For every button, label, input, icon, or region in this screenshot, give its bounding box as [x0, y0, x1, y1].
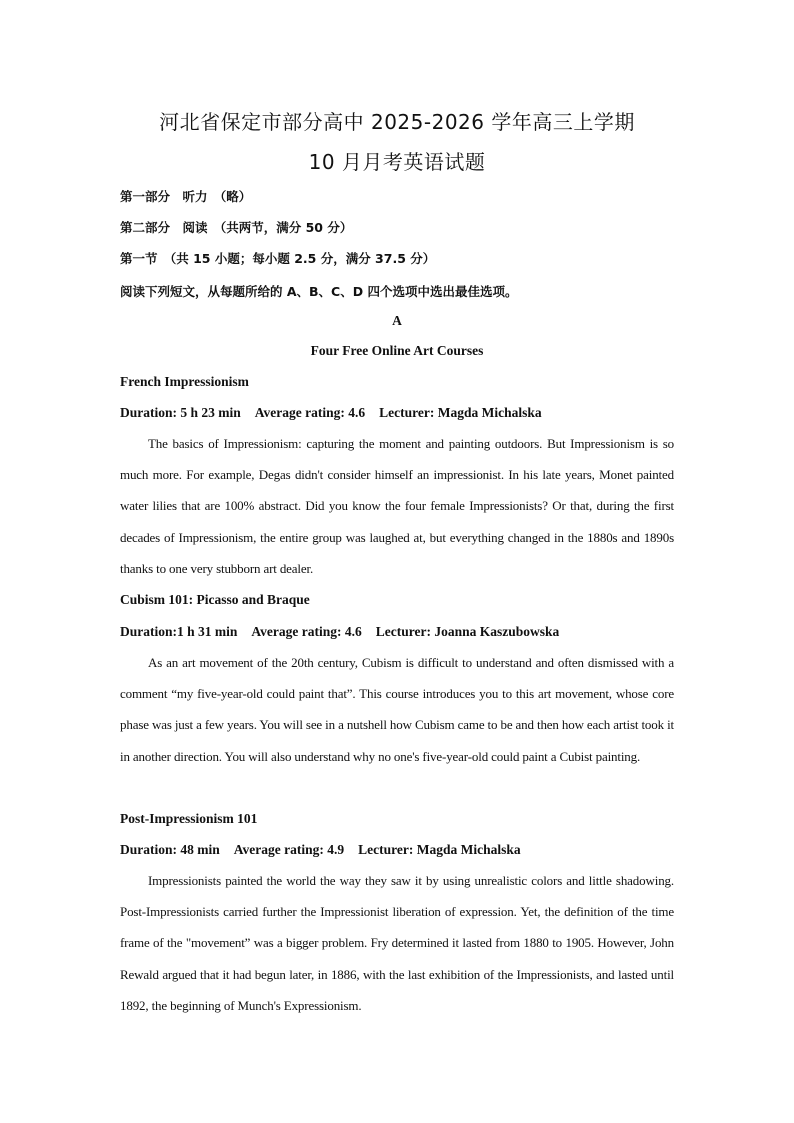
course-rating: Average rating: 4.6 [254, 405, 366, 420]
course-rating: Average rating: 4.6 [251, 624, 362, 639]
course-lecturer: Lecturer: Joanna Kaszubowska [375, 624, 560, 639]
course-lecturer: Lecturer: Magda Michalska [379, 405, 542, 420]
course-meta [120, 405, 556, 421]
course-duration: Duration:1 h 31 min [120, 624, 238, 639]
course-description: Impressionists painted the world the way they saw it by using unrealistic colors and little shadowing. Post-Impressionists carried further the Impressionist liberation of expression. Yet, the definition of the time frame of the "movement” was a bigger problem. Fry determined it lasted from 1880 to 1905. However, John Rewald argued that it had begun later, in 1886, with the last exhibition of the Impressionists, and lasted until 1892, the beginning of Munch's Expressionism. [120, 873, 674, 1013]
section1-heading: 第一节 （共 15 小题；每小题 2.5 分，满分 37.5 分） [120, 251, 436, 266]
course-description: The basics of Impressionism: capturing the moment and painting outdoors. But Impressionism is so much more. For example, Degas didn't consider himself an impressionist. In his late years, Monet painted water lilies that are 100% abstract. Did you know the four female Impressionists? Or that, during the first decades of Impressionism, the entire group was laughed at, but everything changed in the 1880s and 1890s thanks to one very stubborn art dealer. [120, 436, 674, 576]
part1-heading: 第一部分 听力 （略） [120, 189, 252, 204]
document-title: 河北省保定市部分高中 2025-2026 学年高三上学期 [159, 110, 635, 134]
course-duration: Duration: 48 min [120, 842, 220, 857]
course-name: Post-Impressionism 101 [120, 811, 258, 826]
passage-title: Four Free Online Art Courses [310, 343, 484, 358]
part2-heading: 第二部分 阅读 （共两节，满分 50 分） [120, 220, 353, 235]
document-subtitle: 10 月月考英语试题 [308, 150, 486, 174]
course-meta [120, 842, 535, 858]
course-duration: Duration: 5 h 23 min [120, 405, 241, 420]
course-rating: Average rating: 4.9 [233, 842, 345, 857]
course-meta [120, 624, 573, 640]
course-description: As an art movement of the 20th century, Cubism is difficult to understand and often dismissed with a comment “my five-year-old could paint that”. This course introduces you to this art movement, whose core phase was just a few years. You will see in a nutshell how Cubism came to be and then how each artist took it in another direction. You will also understand why no one's five-year-old could paint a Cubist painting. [120, 655, 674, 764]
instruction-text: 阅读下列短文，从每题所给的 A、B、C、D 四个选项中选出最佳选项。 [120, 284, 518, 299]
course-name: Cubism 101: Picasso and Braque [120, 592, 310, 607]
passage-letter: A [392, 313, 402, 328]
course-lecturer: Lecturer: Magda Michalska [358, 842, 521, 857]
course-name: French Impressionism [120, 374, 249, 389]
